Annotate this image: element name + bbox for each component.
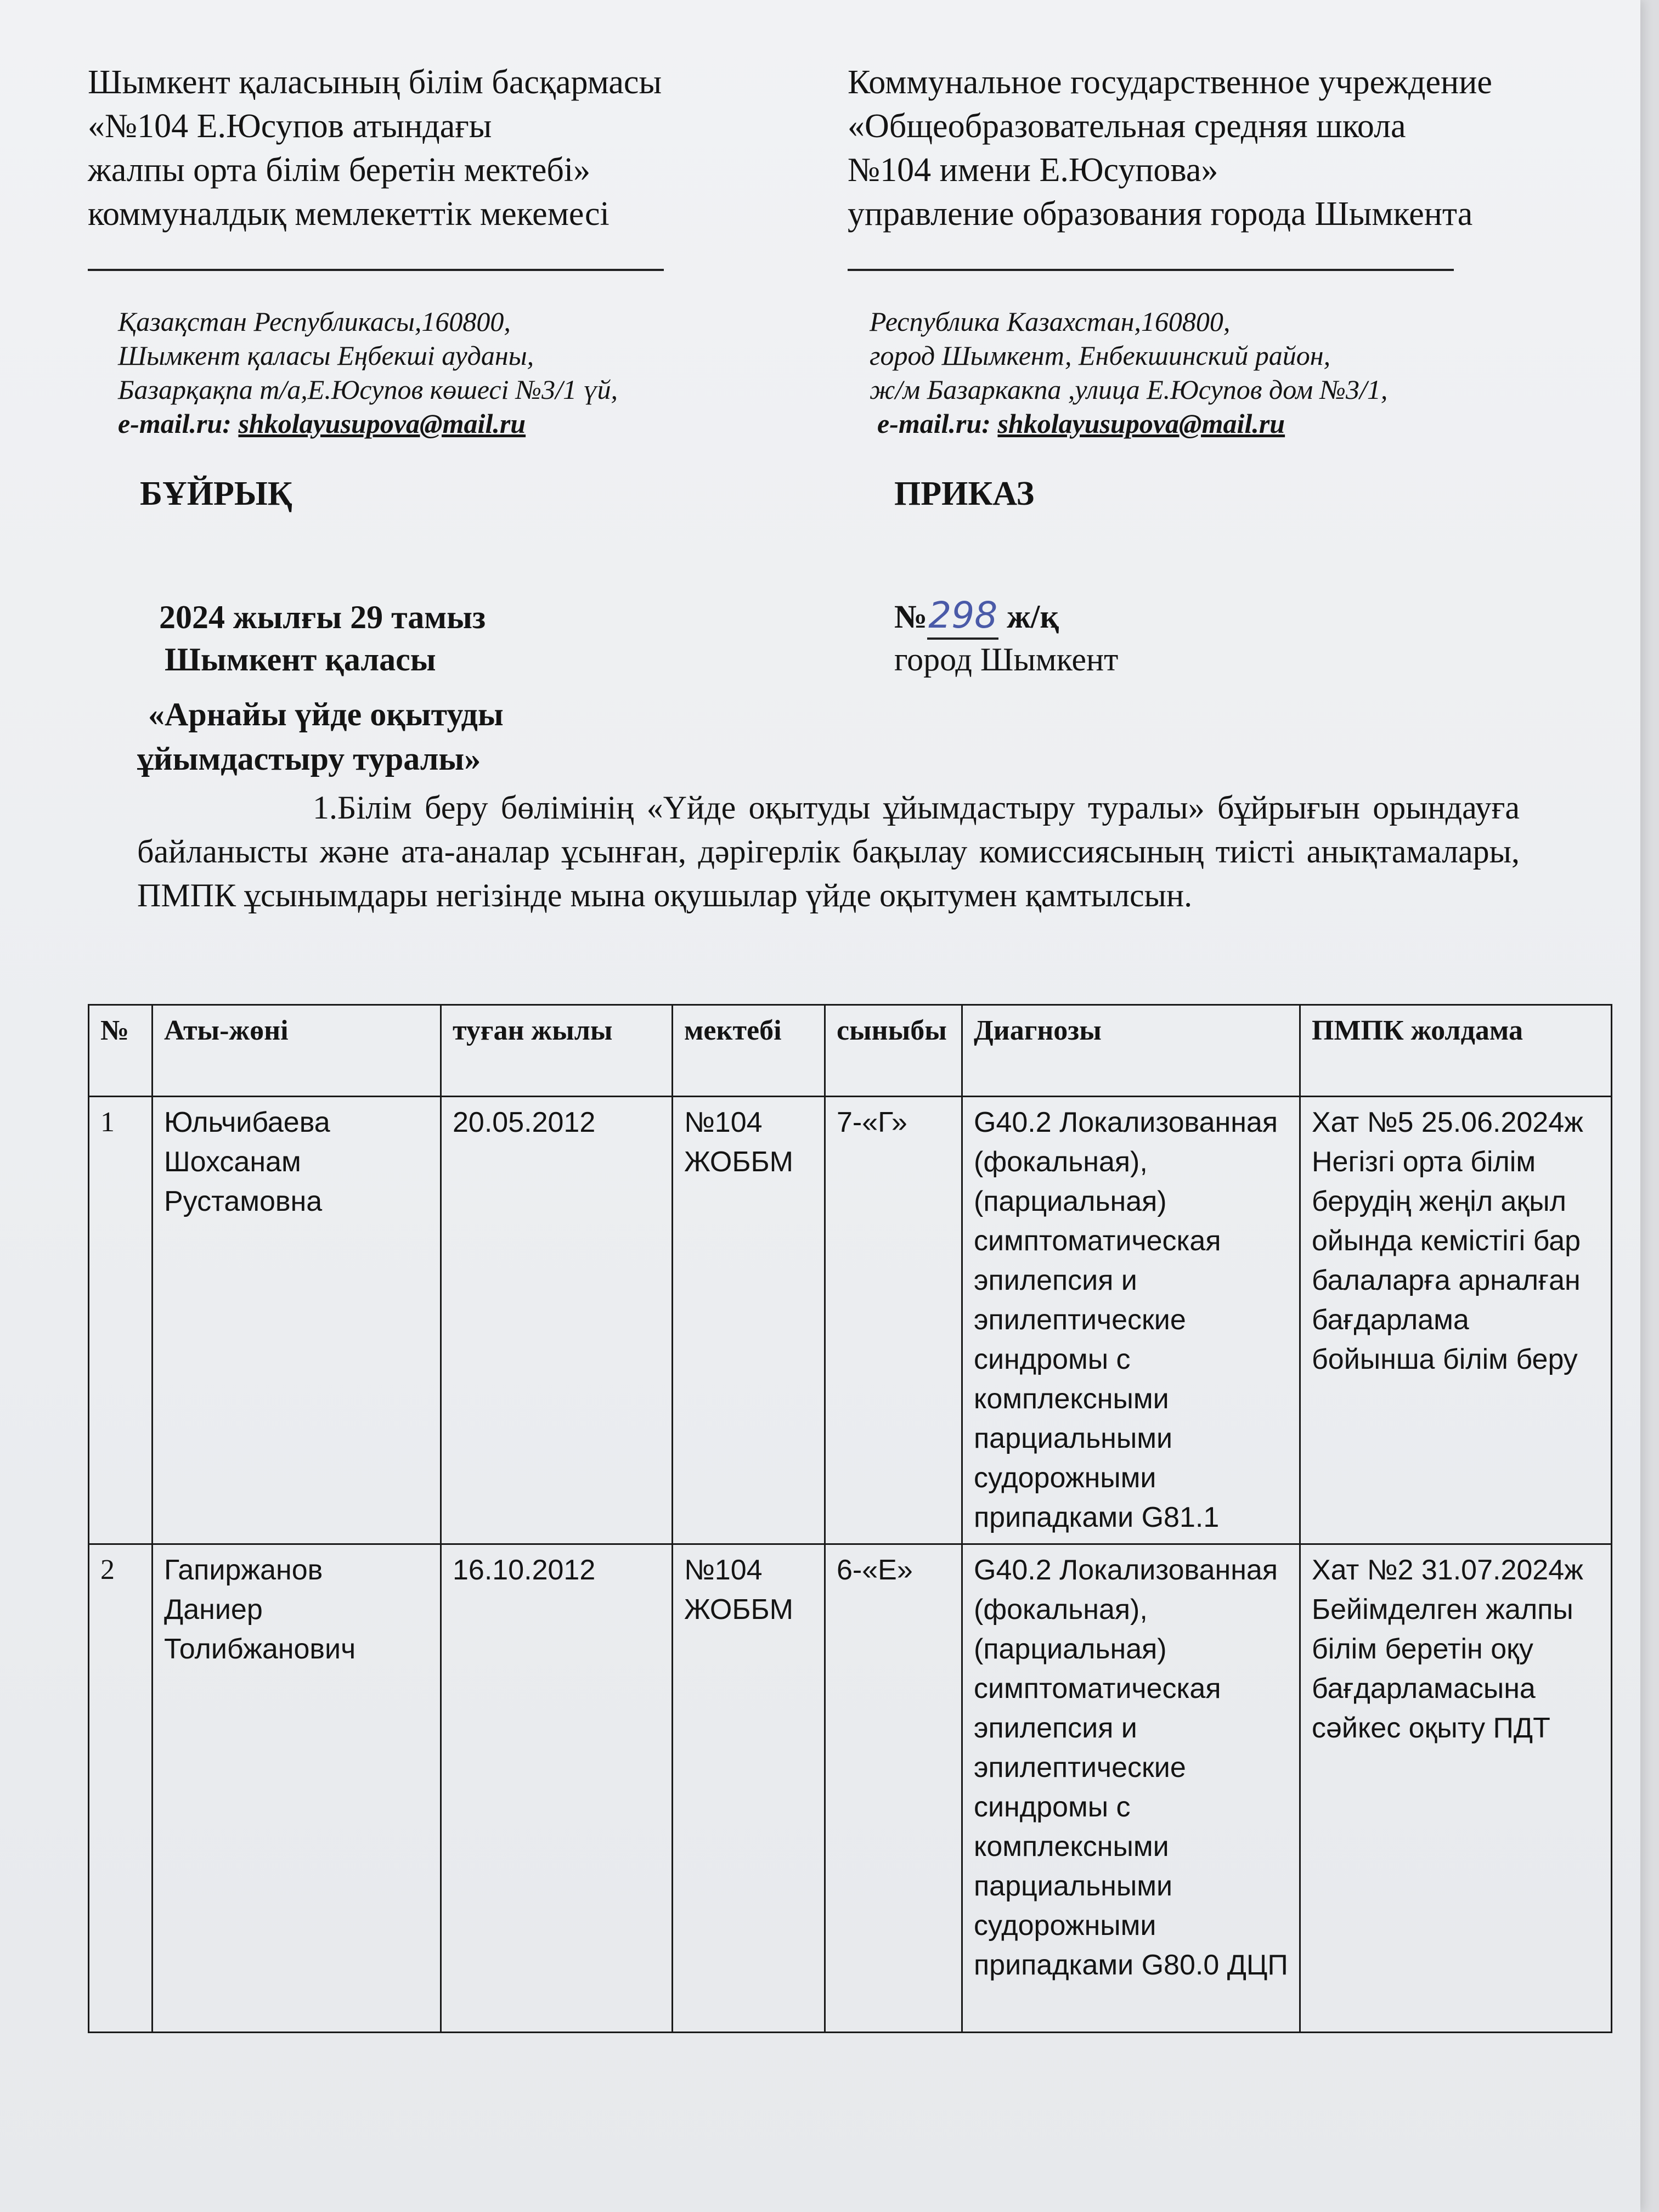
col-header-school: мектебі	[673, 1005, 825, 1097]
order-subject-line-1: «Арнайы үйде оқытуды	[148, 696, 504, 732]
col-header-pmpk: ПМПК жолдама	[1300, 1005, 1612, 1097]
row-grade: 6-«Е»	[825, 1544, 962, 2033]
address-left-line-1: Қазақстан Республикасы,160800,	[118, 306, 511, 337]
body-paragraph: 1.Білім беру бөлімінің «Үйде оқытуды ұйымдастыру туралы» бұйрығын орындауға байланысты және ата-аналар ұсынған, дәрігерлік бақылау комиссиясының тиісті анықтамалары, ПМПК ұсынымдары негізінде мына оқушылар үйде оқытумен қамтылсын.	[137, 789, 1520, 913]
row-pmpk: Хат №5 25.06.2024ж Негізгі орта білім берудің жеңіл ақыл ойында кемістігі бар балаларға арналған бағдарлама бойынша білім беру	[1300, 1097, 1612, 1544]
order-number-suffix: ж/қ	[1007, 599, 1059, 635]
header-left-line-2: «№104 Е.Юсупов атындағы	[88, 108, 492, 145]
header-left-line-4: коммуналдық мемлекеттік мекемесі	[88, 195, 610, 233]
email-left-label: e-mail.ru:	[118, 408, 232, 439]
order-date: 2024 жылғы 29 тамыз	[159, 599, 486, 635]
email-right-label: e-mail.ru:	[877, 408, 991, 439]
header-right-line-1: Коммунальное государственное учреждение	[848, 64, 1492, 101]
row-diagnosis: G40.2 Локализованная (фокальная), (парциальная) симптоматическая эпилепсия и эпилептические синдромы с комплексными парциальными судорожными припадками G81.1	[962, 1097, 1300, 1544]
address-right	[870, 304, 1387, 441]
address-right-line-2: город Шымкент, Енбекшинский район,	[870, 340, 1331, 371]
order-number-prefix: №	[894, 599, 928, 635]
row-school: №104 ЖОББМ	[673, 1097, 825, 1544]
order-number-handwritten: 298	[927, 594, 998, 640]
col-header-birth: туған жылы	[441, 1005, 673, 1097]
row-school: №104 ЖОББМ	[673, 1544, 825, 2033]
col-header-num: №	[89, 1005, 153, 1097]
col-header-grade: сыныбы	[825, 1005, 962, 1097]
address-right-line-1: Республика Казахстан,160800,	[870, 306, 1231, 337]
header-left-divider	[88, 269, 664, 271]
header-left-line-1: Шымкент қаласының білім басқармасы	[88, 64, 662, 101]
row-pmpk: Хат №2 31.07.2024ж Бейімделген жалпы білім беретін оқу бағдарламасына сәйкес оқыту ПДТ	[1300, 1544, 1612, 2033]
row-name: Юльчибаева Шохсанам Рустамовна	[153, 1097, 441, 1544]
order-title-ru: ПРИКАЗ	[894, 475, 1035, 512]
table-row	[89, 1544, 1612, 2033]
order-number	[894, 594, 1059, 640]
header-right-line-4: управление образования города Шымкента	[848, 195, 1473, 233]
header-right	[848, 60, 1492, 236]
email-left	[118, 407, 618, 441]
order-title-kz: БҰЙРЫҚ	[140, 475, 292, 512]
address-left-line-2: Шымкент қаласы Еңбекші ауданы,	[118, 340, 534, 371]
email-right-link[interactable]: shkolayusupova@mail.ru	[997, 408, 1285, 439]
table-header-row	[89, 1005, 1612, 1097]
row-num: 1	[89, 1097, 153, 1544]
row-diagnosis: G40.2 Локализованная (фокальная), (парциальная) симптоматическая эпилепсия и эпилептические синдромы с комплексными парциальными судорожными припадками G80.0 ДЦП	[962, 1544, 1300, 2033]
address-left	[118, 304, 618, 441]
row-birth: 16.10.2012	[441, 1544, 673, 2033]
row-grade: 7-«Г»	[825, 1097, 962, 1544]
header-left-line-3: жалпы орта білім беретін мектебі»	[88, 151, 591, 189]
row-num: 2	[89, 1544, 153, 2033]
header-right-line-3: №104 имени Е.Юсупова»	[848, 151, 1218, 189]
order-city-kz: Шымкент қаласы	[165, 641, 436, 678]
col-header-diagnosis: Диагнозы	[962, 1005, 1300, 1097]
order-subject-line-2: ұйымдастыру туралы»	[137, 741, 481, 777]
address-left-line-3: Базарқақпа т/а,Е.Юсупов көшесі №3/1 үй,	[118, 374, 618, 405]
address-right-line-3: ж/м Базаркакпа ,улица Е.Юсупов дом №3/1,	[870, 374, 1388, 405]
order-city-ru: город Шымкент	[894, 641, 1119, 678]
email-right	[870, 407, 1387, 441]
email-left-link[interactable]: shkolayusupova@mail.ru	[238, 408, 526, 439]
row-name: Гапиржанов Даниер Толибжанович	[153, 1544, 441, 2033]
row-birth: 20.05.2012	[441, 1097, 673, 1544]
header-right-line-2: «Общеобразовательная средняя школа	[848, 108, 1406, 145]
table-row	[89, 1097, 1612, 1544]
header-right-divider	[848, 269, 1454, 271]
header-left	[88, 60, 662, 236]
col-header-name: Аты-жөні	[153, 1005, 441, 1097]
students-table	[88, 1004, 1612, 2033]
